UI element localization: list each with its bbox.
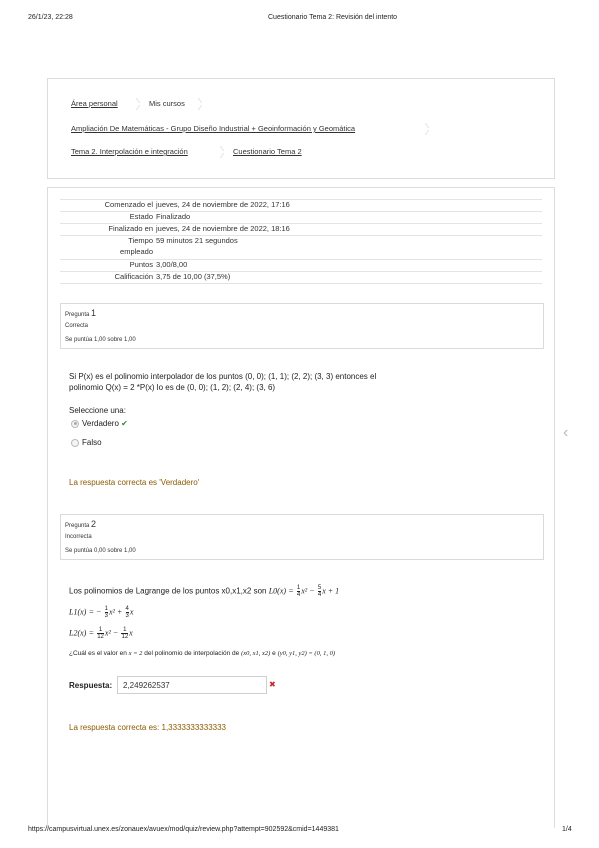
summary-label: Calificación [114, 272, 153, 281]
breadcrumb-separator-icon [219, 145, 225, 159]
option-verdadero[interactable] [71, 418, 128, 429]
answer-label: Respuesta: [69, 681, 113, 690]
question-1-text-line2: polinomio Q(x) = 2 *P(x) lo es de (0, 0); (1, 2); (2, 4); (3, 6) [69, 383, 276, 392]
breadcrumb-course[interactable]: Ampliación De Matemáticas - Grupo Diseño Industrial + Geoinformación y Geomática [71, 124, 356, 133]
print-url: https://campusvirtual.unex.es/zonauex/avuex/mod/quiz/review.php?attempt=902592&cmid=1449381 [28, 826, 339, 833]
summary-label: Comenzado el [104, 200, 153, 209]
breadcrumb-separator-icon [135, 97, 141, 111]
radio-selected-icon[interactable] [71, 420, 79, 428]
summary-value: 59 minutos 21 segundos [156, 236, 238, 245]
question-2-info [60, 514, 544, 560]
print-page-number: 1/4 [562, 826, 572, 833]
summary-value: 3,75 de 10,00 (37,5%) [156, 272, 231, 281]
chevron-left-icon[interactable]: ‹ [563, 424, 569, 441]
breadcrumb-section[interactable]: Tema 2. Interpolación e integración [71, 147, 188, 156]
option-falso[interactable] [71, 437, 102, 448]
question-1-info [60, 303, 544, 349]
summary-value: 3,00/8,00 [156, 260, 188, 269]
cross-icon: ✖ [269, 680, 276, 689]
lagrange-l2: L2(x) = $\frac{1}{12}$ x² − $\frac{1}{12}$ x [69, 627, 133, 640]
print-datetime: 26/1/23, 22:28 [28, 14, 73, 21]
option-label: Verdadero [82, 419, 119, 428]
option-label: Falso [82, 438, 102, 447]
summary-row [60, 271, 542, 284]
breadcrumb-quiz[interactable]: Cuestionario Tema 2 [233, 147, 302, 156]
summary-row [60, 259, 542, 271]
breadcrumb-area-personal[interactable]: Área personal [71, 99, 118, 108]
answer-input[interactable]: 2,249262537 [117, 676, 267, 694]
breadcrumb-separator-icon [424, 122, 430, 136]
lagrange-l1: L1(x) = − $\frac{1}{3}$ x² + $\frac{4}{3}$ x [69, 606, 134, 619]
select-one-label: Seleccione una: [69, 406, 126, 415]
summary-row [60, 211, 542, 223]
summary-label: empleado [120, 247, 153, 256]
question-status: Correcta [65, 323, 89, 329]
question-2-prompt: ¿Cuál es el valor en x = 2 del polinomio de interpolación de (x0, x1, x2) e (y0, y1, y2) = (0, 1, 0) [69, 650, 336, 657]
question-status: Incorrecta [65, 534, 92, 540]
summary-row [60, 223, 542, 235]
summary-value: jueves, 24 de noviembre de 2022, 18:16 [156, 224, 290, 233]
question-1-feedback: La respuesta correcta es 'Verdadero' [69, 478, 200, 487]
question-1-text-line1: Si P(x) es el polinomio interpolador de los puntos (0, 0); (1, 1); (2, 2); (3, 3) entonces el [69, 372, 377, 381]
check-icon: ✔ [121, 419, 128, 428]
breadcrumb-mis-cursos[interactable]: Mis cursos [149, 99, 185, 108]
summary-value: jueves, 24 de noviembre de 2022, 17:16 [156, 200, 290, 209]
summary-value: Finalizado [156, 212, 191, 221]
summary-label: Puntos [129, 260, 153, 269]
radio-unselected-icon[interactable] [71, 439, 79, 447]
question-number: Pregunta 2 [65, 519, 97, 529]
summary-row [60, 235, 542, 259]
question-2-feedback: La respuesta correcta es: 1,3333333333333 [69, 723, 227, 732]
print-title: Cuestionario Tema 2: Revisión del intento [268, 14, 398, 21]
summary-label: Tiempo [128, 236, 153, 245]
question-2-text: Los polinomios de Lagrange de los puntos x0,x1,x2 son L0(x) = $\frac{1}{4}$ x² − $\frac{5}{4}$ x + 1 [69, 585, 340, 598]
question-number: Pregunta 1 [65, 308, 97, 318]
summary-label: Finalizado en [108, 224, 153, 233]
breadcrumb-separator-icon [197, 97, 203, 111]
summary-row [60, 199, 542, 211]
question-grade: Se puntúa 1,00 sobre 1,00 [65, 337, 136, 343]
summary-label: Estado [129, 212, 153, 221]
question-grade: Se puntúa 0,00 sobre 1,00 [65, 548, 136, 554]
